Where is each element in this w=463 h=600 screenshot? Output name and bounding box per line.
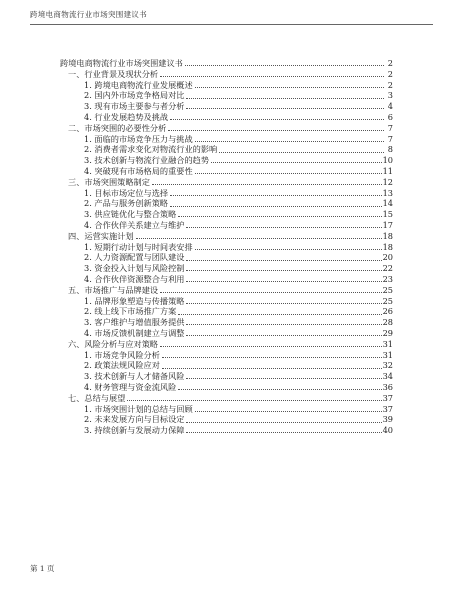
toc-entry-label: 1. 市场突围计划的总结与回顾 (84, 403, 193, 414)
toc-leader-dots (186, 432, 381, 433)
toc-entry[interactable] (60, 252, 393, 263)
toc-entry[interactable] (60, 80, 393, 91)
toc-entry-label: 1. 面临的市场竞争压力与挑战 (84, 133, 193, 144)
toc-leader-dots (186, 260, 381, 261)
toc-entry-label: 2. 人力资源配置与团队建设 (84, 252, 185, 263)
toc-entry[interactable] (60, 112, 393, 123)
toc-entry-page-number: 2 (387, 79, 393, 90)
toc-leader-dots (186, 227, 381, 228)
toc-leader-dots (195, 87, 384, 88)
toc-leader-dots (178, 216, 381, 217)
toc-leader-dots (186, 98, 384, 99)
toc-entry-page-number: 40 (382, 425, 393, 436)
toc-entry[interactable] (60, 382, 393, 393)
toc-entry-label: 3. 技术创新与物流行业融合的趋势 (84, 155, 210, 166)
toc-entry-page-number: 37 (382, 403, 393, 414)
toc-entry-label: 1. 目标市场定位与选择 (84, 187, 169, 198)
toc-entry[interactable] (60, 306, 393, 317)
toc-entry[interactable] (60, 177, 393, 188)
toc-entry-page-number: 29 (382, 327, 393, 338)
toc-leader-dots (170, 119, 384, 120)
toc-entry-label: 一、行业背景及现状分析 (68, 68, 159, 79)
toc-entry-page-number: 36 (382, 381, 393, 392)
toc-entry-page-number: 28 (382, 317, 393, 328)
toc-entry-label: 1. 市场竞争风险分析 (84, 349, 160, 360)
toc-entry-page-number: 10 (382, 155, 393, 166)
toc-leader-dots (152, 184, 382, 185)
toc-leader-dots (195, 249, 382, 250)
toc-entry[interactable] (60, 404, 393, 415)
toc-entry-page-number: 32 (382, 360, 393, 371)
toc-entry-label: 1. 跨境电商物流行业发展概述 (84, 79, 193, 90)
toc-entry[interactable] (60, 242, 393, 253)
toc-entry-label: 4. 突破现有市场格局的重要性 (84, 165, 193, 176)
toc-entry-label: 六、风险分析与应对策略 (68, 338, 159, 349)
toc-entry-page-number: 13 (382, 187, 393, 198)
toc-leader-dots (162, 368, 382, 369)
toc-leader-dots (160, 76, 384, 77)
toc-entry-page-number: 12 (382, 176, 393, 187)
toc-entry-label: 4. 市场反馈机制建立与调整 (84, 327, 185, 338)
toc-entry[interactable] (60, 231, 393, 242)
page-header: 跨境电商物流行业市场突围建议书 (30, 10, 147, 19)
toc-entry-label: 2. 线上线下市场推广方案 (84, 306, 177, 317)
toc-leader-dots (162, 357, 382, 358)
toc-leader-dots (136, 238, 382, 239)
toc-leader-dots (185, 65, 384, 66)
toc-entry-page-number: 22 (382, 263, 393, 274)
toc-entry-page-number: 8 (387, 144, 393, 155)
toc-leader-dots (211, 162, 382, 163)
toc-entry-label: 3. 资金投入计划与风险控制 (84, 263, 185, 274)
toc-entry-page-number: 14 (382, 198, 393, 209)
toc-entry-page-number: 3 (387, 90, 393, 101)
toc-entry-label: 2. 未来发展方向与目标设定 (84, 414, 185, 425)
toc-entry-label: 4. 财务管理与资金流风险 (84, 381, 177, 392)
toc-leader-dots (160, 292, 382, 293)
toc-entry-page-number: 31 (382, 338, 393, 349)
toc-entry-label: 4. 合作伙伴资源整合与利用 (84, 273, 185, 284)
toc-leader-dots (195, 141, 384, 142)
toc-entry-label: 2. 国内外市场竞争格局对比 (84, 90, 185, 101)
toc-leader-dots (178, 389, 381, 390)
toc-leader-dots (186, 303, 381, 304)
toc-leader-dots (186, 270, 381, 271)
toc-entry-label: 2. 政策法规风险应对 (84, 360, 160, 371)
toc-entry[interactable] (60, 123, 393, 134)
toc-entry-page-number: 18 (382, 230, 393, 241)
toc-leader-dots (195, 411, 382, 412)
toc-entry[interactable] (60, 296, 393, 307)
toc-entry-label: 2. 产品与服务创新策略 (84, 198, 169, 209)
toc-entry[interactable] (60, 393, 393, 404)
toc-entry[interactable] (60, 371, 393, 382)
toc-entry[interactable] (60, 144, 393, 155)
toc-entry-page-number: 18 (382, 241, 393, 252)
page-footer: 第 1 页 (30, 564, 55, 573)
toc-entry-page-number: 7 (387, 122, 393, 133)
toc-leader-dots (219, 152, 384, 153)
toc-entry[interactable] (60, 69, 393, 80)
toc-entry-label: 二、市场突围的必要性分析 (68, 122, 167, 133)
toc-entry-page-number: 25 (382, 284, 393, 295)
toc-entry-page-number: 31 (382, 349, 393, 360)
toc-leader-dots (160, 346, 382, 347)
toc-entry-page-number: 39 (382, 414, 393, 425)
toc-entry-label: 2. 消费者需求变化对物流行业的影响 (84, 144, 218, 155)
toc-leader-dots (186, 378, 381, 379)
toc-entry[interactable] (60, 360, 393, 371)
toc-entry-page-number: 2 (387, 68, 393, 79)
toc-leader-dots (127, 400, 381, 401)
toc-entry-label: 跨境电商物流行业市场突围建议书 (60, 58, 183, 68)
toc-entry-label: 3. 供应链优化与整合策略 (84, 209, 177, 220)
toc-entry[interactable] (60, 134, 393, 145)
toc-leader-dots (195, 173, 382, 174)
toc-leader-dots (186, 422, 381, 423)
table-of-contents (60, 58, 393, 436)
toc-entry[interactable] (60, 285, 393, 296)
toc-entry-label: 1. 品牌形象塑造与传播策略 (84, 295, 185, 306)
toc-entry[interactable] (60, 425, 393, 436)
toc-entry[interactable] (60, 198, 393, 209)
toc-entry-page-number: 25 (382, 295, 393, 306)
toc-leader-dots (186, 335, 381, 336)
toc-entry[interactable] (60, 350, 393, 361)
toc-entry[interactable] (60, 101, 393, 112)
toc-entry-page-number: 20 (382, 252, 393, 263)
toc-entry-label: 3. 现有市场主要参与者分析 (84, 101, 185, 112)
toc-entry[interactable] (60, 58, 393, 69)
toc-entry-page-number: 23 (382, 273, 393, 284)
toc-entry-page-number: 17 (382, 219, 393, 230)
toc-leader-dots (170, 195, 381, 196)
toc-leader-dots (186, 324, 381, 325)
toc-entry-page-number: 26 (382, 306, 393, 317)
toc-entry-page-number: 37 (382, 392, 393, 403)
toc-entry-label: 四、运营实施计划 (68, 230, 134, 241)
toc-entry-page-number: 11 (382, 165, 393, 176)
toc-entry[interactable] (60, 414, 393, 425)
toc-entry[interactable] (60, 166, 393, 177)
toc-entry-label: 3. 持续创新与发展动力保障 (84, 425, 185, 436)
toc-entry-label: 1. 短期行动计划与时间表安排 (84, 241, 193, 252)
toc-entry-page-number: 2 (387, 58, 393, 68)
toc-entry[interactable] (60, 328, 393, 339)
toc-entry-label: 3. 客户维护与增值服务提供 (84, 317, 185, 328)
toc-leader-dots (168, 130, 384, 131)
toc-leader-dots (186, 281, 381, 282)
toc-entry-label: 4. 合作伙伴关系建立与维护 (84, 219, 185, 230)
toc-entry[interactable] (60, 317, 393, 328)
toc-entry[interactable] (60, 220, 393, 231)
toc-entry-page-number: 15 (382, 209, 393, 220)
header-divider (30, 24, 433, 25)
toc-leader-dots (186, 108, 384, 109)
toc-entry-label: 三、市场突围策略制定 (68, 176, 150, 187)
toc-leader-dots (178, 314, 381, 315)
toc-entry-page-number: 7 (387, 133, 393, 144)
toc-entry[interactable] (60, 90, 393, 101)
toc-entry-label: 七、总结与展望 (68, 392, 126, 403)
toc-entry-page-number: 6 (387, 111, 393, 122)
toc-entry[interactable] (60, 155, 393, 166)
toc-entry-label: 五、市场推广与品牌建设 (68, 284, 159, 295)
toc-leader-dots (170, 206, 381, 207)
toc-entry-label: 3. 技术创新与人才储备风险 (84, 371, 185, 382)
toc-entry[interactable] (60, 209, 393, 220)
toc-entry-label: 4. 行业发展趋势及挑战 (84, 111, 169, 122)
toc-entry[interactable] (60, 188, 393, 199)
toc-entry[interactable] (60, 339, 393, 350)
toc-entry[interactable] (60, 274, 393, 285)
toc-entry[interactable] (60, 263, 393, 274)
toc-entry-page-number: 4 (387, 101, 393, 112)
toc-entry-page-number: 34 (382, 371, 393, 382)
